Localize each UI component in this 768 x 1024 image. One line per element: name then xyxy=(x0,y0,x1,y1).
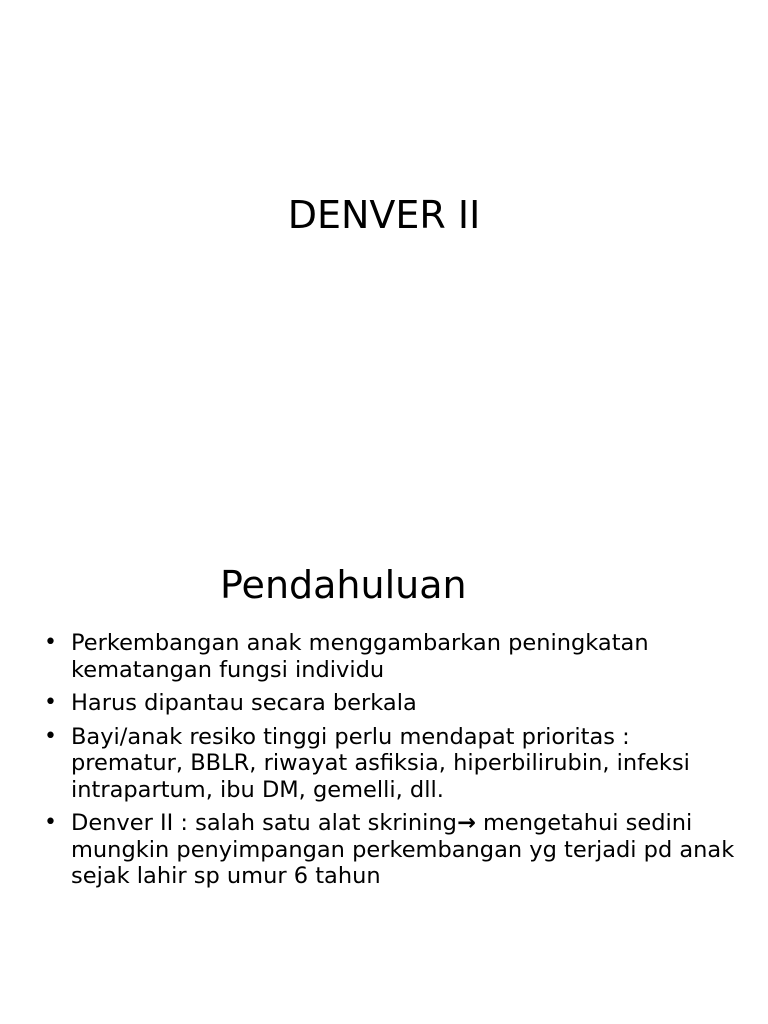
bullet-icon: • xyxy=(44,630,57,655)
bullet-list xyxy=(44,630,744,897)
bullet-icon: • xyxy=(44,690,57,715)
bullet-icon: • xyxy=(44,810,57,835)
bullet-icon: • xyxy=(44,723,57,749)
list-item xyxy=(44,630,744,683)
list-item xyxy=(44,724,744,804)
list-item xyxy=(44,690,744,717)
arrow-right-icon: → xyxy=(456,810,476,836)
list-item-text: Perkembangan anak menggambarkan peningkatan kematangan fungsi individu xyxy=(71,630,649,683)
list-item-text-continued: mengetahui sedini mungkin penyimpangan perkembangan yg terjadi pd anak sejak lahir sp umur 6 tahun xyxy=(71,810,735,889)
list-item xyxy=(44,810,744,890)
list-item-text: Denver II : salah satu alat skrining xyxy=(71,810,457,836)
section-heading: Pendahuluan xyxy=(220,563,467,607)
list-item-text: Harus dipantau secara berkala xyxy=(71,690,417,716)
slide-title: DENVER II xyxy=(287,193,481,237)
list-item-text: Bayi/anak resiko tinggi perlu mendapat prioritas : prematur, BBLR, riwayat asfiksia, hiperbilirubin, infeksi intrapartum, ibu DM, gemelli, dll. xyxy=(71,723,690,803)
